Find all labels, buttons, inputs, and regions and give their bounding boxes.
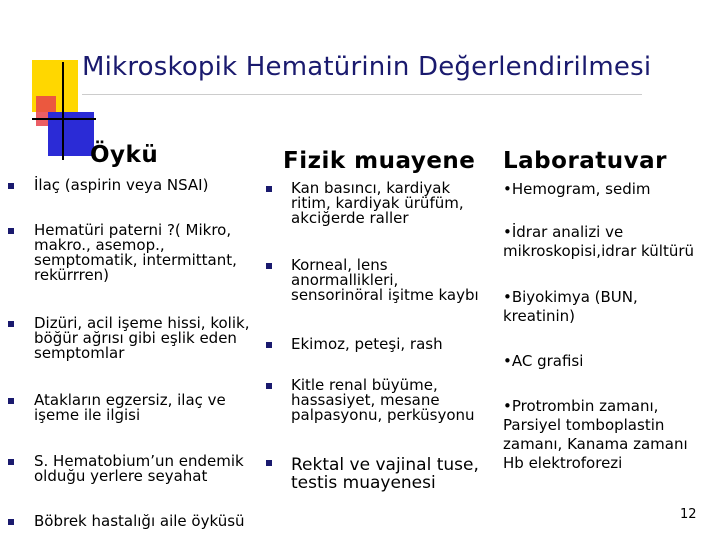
history-item: Atakların egzersiz, ilaç ve işeme ile ilgisi — [34, 391, 226, 424]
history-bullet-icon — [8, 398, 14, 404]
history-bullet-icon — [8, 183, 14, 189]
lab-heading: Laboratuvar — [503, 148, 668, 174]
history-item: Dizüri, acil işeme hissi, kolik, böğür ağrısı gibi eşlik eden semptomlar — [34, 314, 250, 362]
exam-item: Kan basıncı, kardiyak ritim, kardiyak ürüfüm, akciğerde raller — [291, 179, 464, 227]
exam-bullet-icon — [266, 186, 272, 192]
history-item: İlaç (aspirin veya NSAI) — [34, 176, 209, 194]
history-bullet-icon — [8, 321, 14, 327]
exam-bullet-icon — [266, 383, 272, 389]
history-bullet-icon — [8, 519, 14, 525]
history-heading: Öykü — [90, 142, 159, 168]
lab-item: •Protrombin zamanı, Parsiyel tomboplastin zamanı, Kanama zamanı Hb elektroforezi — [503, 397, 688, 472]
history-item: S. Hematobium’un endemik olduğu yerlere seyahat — [34, 452, 244, 485]
exam-bullet-icon — [266, 460, 272, 466]
slide-title: Mikroskopik Hematürinin Değerlendirilmesi — [82, 52, 652, 82]
exam-bullet-icon — [266, 342, 272, 348]
logo-horizontal-line — [32, 118, 96, 120]
exam-bullet-icon — [266, 263, 272, 269]
exam-item: Rektal ve vajinal tuse, testis muayenesi — [291, 455, 479, 493]
exam-item: Kitle renal büyüme, hassasiyet, mesane palpasyonu, perküsyonu — [291, 376, 475, 424]
history-bullet-icon — [8, 459, 14, 465]
history-item: Böbrek hastalığı aile öyküsü — [34, 512, 245, 530]
exam-item: Ekimoz, peteşi, rash — [291, 335, 443, 353]
exam-heading: Fizik muayene — [283, 148, 476, 174]
lab-item: •Hemogram, sedim — [503, 180, 651, 198]
lab-item: •AC grafisi — [503, 352, 584, 370]
history-bullet-icon — [8, 228, 14, 234]
lab-item: •Biyokimya (BUN, kreatinin) — [503, 288, 638, 325]
logo-vertical-line — [62, 62, 64, 160]
title-divider — [82, 94, 642, 95]
history-item: Hematüri paterni ?( Mikro, makro., asemop., semptomatik, intermittant, rekürrren) — [34, 221, 237, 284]
lab-item: •İdrar analizi ve mikroskopisi,idrar kültürü — [503, 223, 695, 260]
page-number: 12 — [680, 507, 697, 522]
exam-item: Korneal, lens anormallikleri, sensorinöral işitme kaybı — [291, 256, 479, 304]
